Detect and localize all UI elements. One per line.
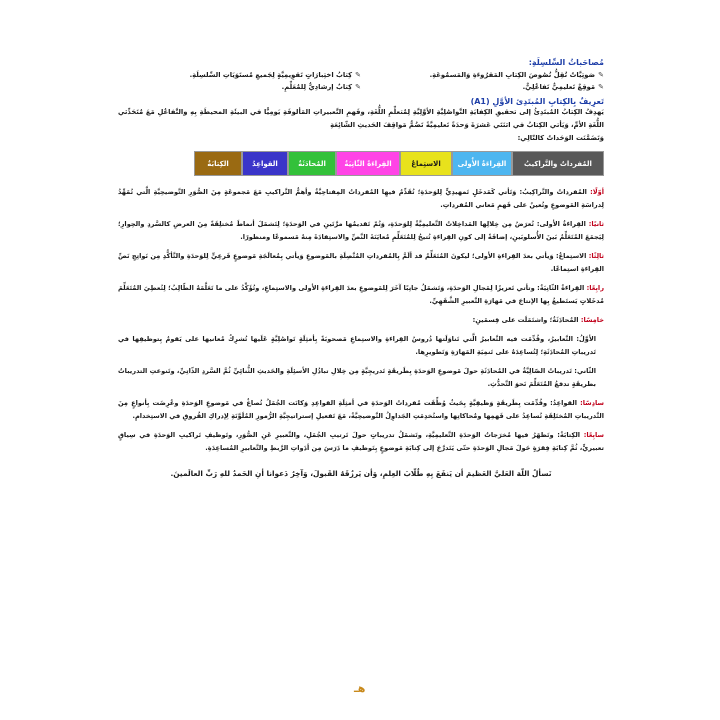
section-label: سادِسًا:	[580, 399, 605, 407]
section-label: رابِعًا:	[586, 284, 604, 292]
pencil-icon: ✎	[355, 71, 361, 79]
tab-vocabulary: المُفرداتُ والتَّراكيبُ	[512, 151, 604, 176]
section-item: ثانيًا: القِراءَةُ الأولى: تُعرَضُ مِن خِلالِها المَداخِلاتُ التَّعليمِيَّةُ لِلوَحدَةِ، وَتُمّ تَقديمُها مرَّتَينِ في الوَحدَةِ؛ لِتَشمَلَ أنماطَ مُختلِفَةً مِنَ العرضِ كالسَّردِ والحِوارِ؛ لِيَجمَعَ المُتَعَلِّمُ بَينَ الأُسلوبَينِ، إضافَةً إلى كونِ القِراءَةِ تُتيحُ لِلمُتَعَلِّمِ مُعايَنَةَ النَّصِّ والاستِفادَةَ مِنهُ مَسموعًا ومنظورًا.	[118, 220, 604, 241]
page-number: هـ	[354, 682, 366, 695]
tab-reading-two: القِراءَةُ الثّانِيَةُ	[336, 151, 400, 176]
accompaniment-item: ✎صَوتِيَّاتٌ تُقِلُّ نُصُوصَ الكِتابِ المَقرُوءَةِ وَالمَسمُوعَةِ.	[429, 71, 604, 79]
accompaniments-list	[118, 69, 604, 93]
unit-sections-bar	[118, 151, 604, 176]
contains-line: وَتَضَمَّنَت الوَحَداتُ كالتّالِي:	[517, 134, 604, 142]
pencil-icon: ✎	[598, 71, 604, 79]
section-item: أوّلًا: المُفرداتُ والتَّراكِيبُ: وَتَأتي كَمَدخَلٍ تَمهيدِيٍّ لِلوَحدَةِ؛ تُقَدِّمُ فيهِا المُفرداتُ المِفتاحِيَّةُ وأهمُّ التَّراكيبِ مَعَ مَجموعَةٍ مِنَ الصُّوَرِ التَّوضيحِيَّةِ الَّتي تُمَهِّدُ لِدراسَةِ المَوضوعِ وتُعينُ على فَهمِ مَعاني المُفرداتِ.	[118, 188, 604, 209]
section-item: رابِعًا: القِراءَةُ الثّانِيَةُ: وتأتي تَعزيزًا لِمَجالِ الوَحدَةِ، وَتَشمَلُ جانِبًا آخَرَ لِلمَوضوعِ بعدَ القِراءَةِ الأولى والاستِماعِ، وتُؤَكِّدُ على ما تَعَلَّمَهُ الطّالِبُ؛ لِتُعطِيَ المُتَعَلِّمَ مُدخَلاتٍ يَستَطيعُ بِها الإنتاجَ في مَهارَةِ التَّعبيرِ الشَّفَهِيِّ.	[118, 284, 604, 305]
section-subitem: الثّاني: تَدريباتُ الصّالِيَّةُ في المُحادَثَةِ حولَ مَوضوعِ الوَحدَةِ بِطَريقَةٍ تَدريجِيَّةٍ مِن خِلالِ تبادُلِ الأسئِلَةِ والحَديثِ الثُّنائِيِّ ثُمَّ السَّردِ الذّاتِيِّ، وتَنوعتِ التدريباتُ بطريقَةٍ تدفعُ المُتَعَلِّمَ نَحوَ التَّحدُّثِ.	[118, 367, 596, 388]
tab-conversation: المُحادَثَةُ	[288, 151, 336, 176]
sections-list	[118, 186, 604, 455]
tab-grammar: القواعِدُ	[242, 151, 288, 176]
accompaniment-item: ✎كِتابُ اختِبارَاتٍ تَقوِيمِيَّةٍ لِجَميعِ مُستَوَيَاتِ السِّلسِلَةِ.	[189, 71, 361, 79]
closing-prayer: نَسألُ اللّهَ العَليَّ العَظيمَ أن يَنفَعَ بِهِ طُلّابَ العِلمِ، وَأن يَرزُقَهُ القَبولَ، وَآخِرُ دَعوانا أنِ الحَمدُ للهِ رَبِّ العالَمينَ.	[170, 469, 552, 478]
accompaniment-item: ✎كِتابٌ إرشادِيٌّ لِلمُعَلِّمِ.	[281, 83, 361, 91]
section-subitem: الأوَّلُ: التَّعابيرُ، وقُدِّمَت فيه التَّعابيرُ الَّتي تَناوَلَتها دُروسُ القِراءَةِ والاستِماعِ مَصحوبَةً بِأمثِلَةٍ تَواصُلِيَّةٍ عَلَيها تُشرِكُ مُعانيها على يَقومُ بِتوظيفِها في تَدريباتِ المُحادَثَةِ؛ لِتُساعِدَهُ على تَنمِيَةِ المَهارَةِ وَتَطويرِها.	[118, 335, 596, 356]
section-item: ثالِثًا: الاستِماعُ: وَيأتي بعدَ القِراءَةِ الأولى؛ ليكونَ المُتَعَلِّمُ قد ألَمَّ بِالمُفرداتِ المُتَّصِلَةِ بالمَوضوعِ وَيأتي بِمُعالَجَةِ مَوضوعٍ فَرعِيٍّ لِلوَحدَةِ والتَّأكُّدِ مِن نَواتِجِ نَصِّ القِراءَةِ استِماعًا.	[118, 252, 604, 273]
section-item: سابِعًا: الكِتابَةُ: وتَظهَرُ فيها مُخرَجاتُ الوَحدَةِ التَّعليمِيَّةِ، وتَشمَلُ تدريباتٍ حولَ تَرتيبِ الجُمَلِ، والتَّعبيرِ عَنِ الصُّوَرِ، وتَوظيفِ تَراكيبِ الوَحدَةِ في سِياقٍ تعبيريٍّ، ثُمَّ كِتابَةِ فِقرَةٍ حَولَ مَجالِ الوَحدَةِ حتّى يَتَدرَّجَ إلى كِتابَةِ مَوضوعٍ بِتَوظيفِ ما دَرَسَ مِن أدَواتِ الرَّبطِ والتَّعابيرِ المُساعِدَةِ.	[118, 431, 604, 452]
section-label: أوّلًا:	[590, 188, 604, 196]
section-label: ثانيًا:	[588, 220, 604, 228]
pencil-icon: ✎	[598, 83, 604, 91]
series-title: مُصاحَباتُ السِّلسِلَةِ:	[528, 58, 604, 67]
tab-reading-one: القِراءَةُ الأُولى	[452, 151, 512, 176]
section-label: ثالِثًا:	[588, 252, 604, 260]
tab-listening: الاستِماعُ	[400, 151, 452, 176]
section-label: خامِسًا:	[580, 316, 604, 324]
book-title: تَعرِيفٌ بِالكِتابِ المُبتَدِئ الأوَّلِ (A1)	[470, 97, 604, 106]
intro-paragraph: يَهدِفُ الكِتابُ المُبتَدِئُ إلى تحقيقِ الكِفايَةِ التَّواصُلِيَّةِ الأوَّلِيَّةِ لِمُتعلِّمِ اللُّغَةِ، وفَهمِ التَّعبيراتِ المَألوفَةِ يَومِيًّا في البيئَةِ المحيطَةِ بِهِ والتَّفاعُلِ مَعَ مُتَحَدِّثي اللُّغَةِ الأمِّ، وَيَأتي الكِتابُ في اثنَتَي عَشرَةَ وَحدَةً تَعليمِيَّةً تَضُمُّ مَواقِفَ الحَديثِ الشّائِعَةِ	[118, 108, 604, 129]
section-label: سابِعًا:	[583, 431, 604, 439]
section-item: سادِسًا: القواعِدُ: وقُدِّمَت بِطَريقَةٍ وَظيفِيَّةٍ بِحَيثُ وُظِّفَت مُفرداتُ الوَحدَةِ في أمثِلَةِ القواعِدِ وَكانَت الجُمَلُ تُصاغُ في مَوضوعِ الوَحدَةِ وعُرِضَت بِأنواعٍ مِنَ التَّدريباتِ المُختَلِفَةِ تُساعِدُ على فَهمِها ومُحاكاتِها واستُخدِمَتِ الجَداوِلُ التَّوضيحِيَّةُ، مَعَ تَفعيلِ إستراتيجِيَّةِ الرُّموزِ المُلَوَّنَةِ لِإدراكِ الفُروقِ في الاستِخدامِ.	[118, 399, 605, 420]
section-item: خامِسًا: المُحادَثَةُ؛ واشتَمَلَت على قِسمَينِ:	[472, 316, 604, 324]
accompaniment-item: ✎مَوقِعٌ تَعليمِيٌّ تَفاعُلِيٌّ.	[522, 83, 604, 91]
tab-writing: الكِتابَةُ	[194, 151, 242, 176]
page-content	[118, 58, 604, 478]
pencil-icon: ✎	[355, 83, 361, 91]
